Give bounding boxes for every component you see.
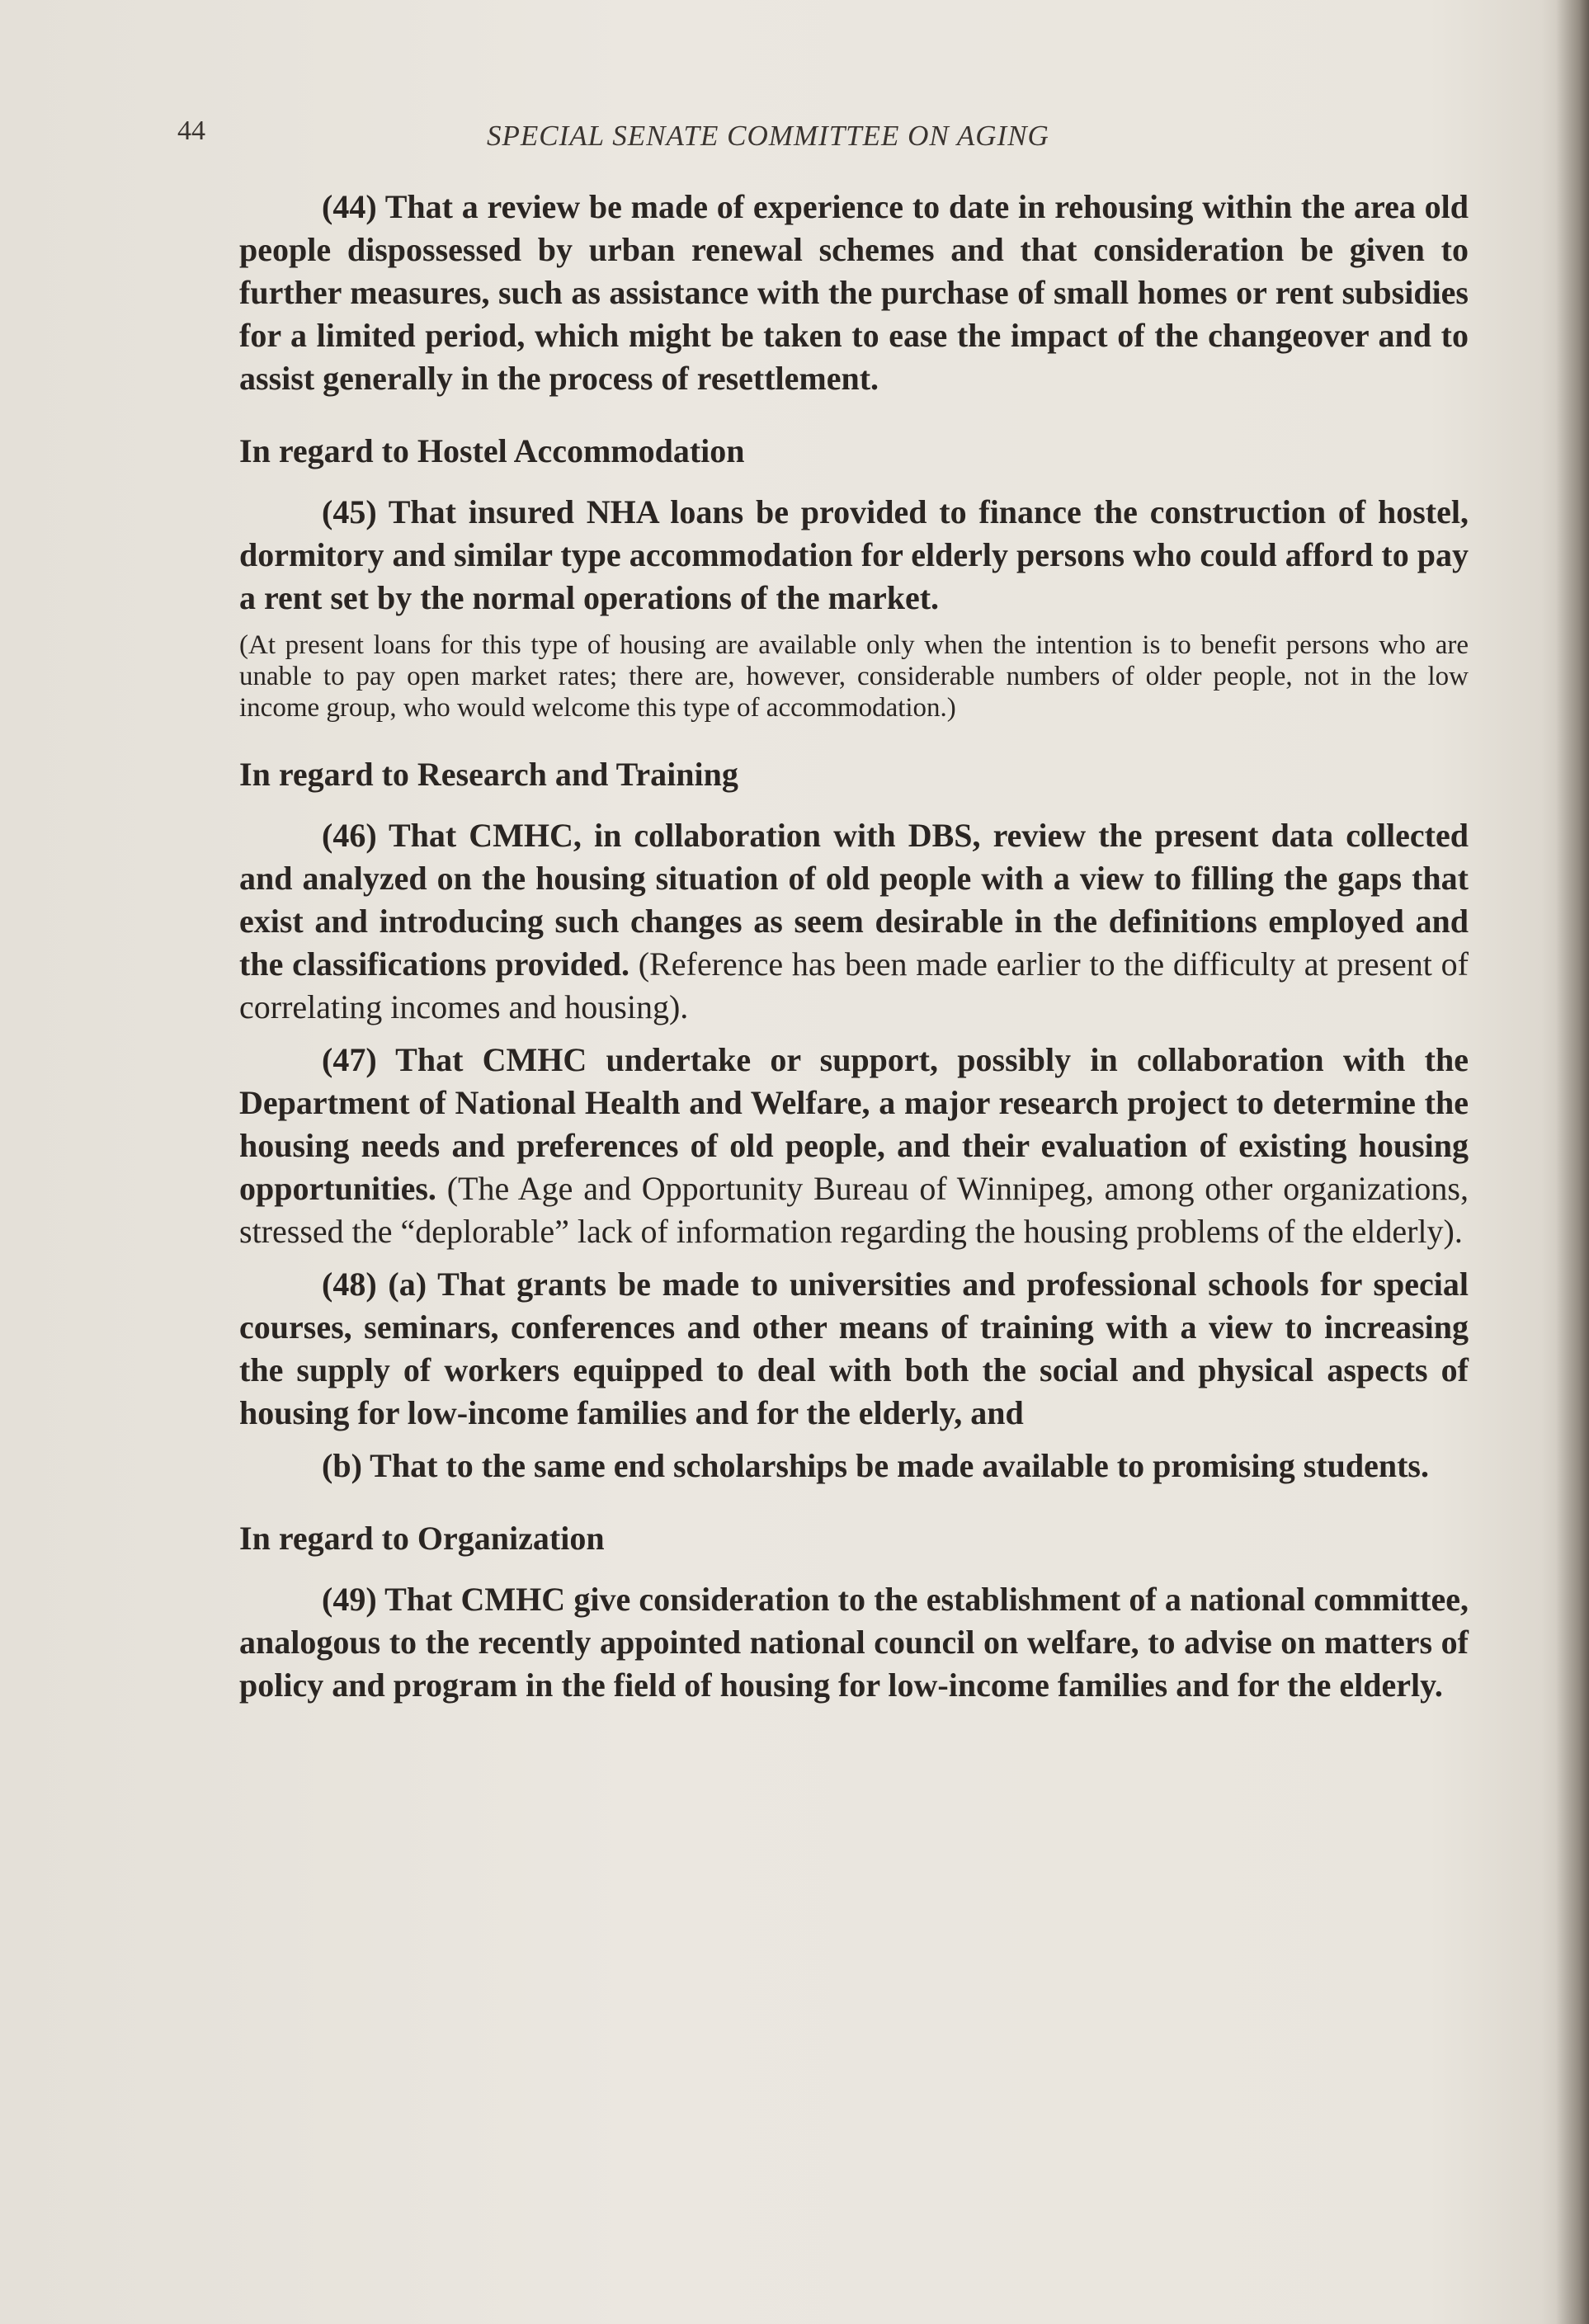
page-edge-shadow (1556, 0, 1589, 2324)
recommendation-46 (239, 814, 1469, 1029)
recommendation-47-bold-text: (47) That CMHC undertake or support, possibly in collaboration with the Department of National Health and Welfare, a major research project to determine the housing needs and preferences of old people, and their evaluation of existing housing opportunities. (239, 1041, 1469, 1207)
recommendation-44-text: (44) That a review be made of experience to date in rehousing within the area old people dispossessed by urban renewal schemes and that consideration be given to further measures, such as assistance with the purchase of small homes or rent subsidies for a limited period, which might be taken to ease the impact of the changeover and to assist generally in the process of resettlement. (239, 188, 1469, 397)
recommendation-47 (239, 1039, 1469, 1253)
recommendation-44 (239, 186, 1469, 400)
hostel-note: (At present loans for this type of housing are available only when the intention is to benefit persons who are unable to pay open market rates; there are, however, considerable numbers of older people, not in the low income group, who would welcome this type of accommodation.) (239, 630, 1469, 723)
recommendation-48b: (b) That to the same end scholarships be made available to promising students. (322, 1447, 1429, 1484)
page-number: 44 (177, 115, 205, 146)
section-heading-hostel: In regard to Hostel Accommodation (239, 432, 745, 469)
section-heading-organization: In regard to Organization (239, 1520, 605, 1557)
body-text (239, 186, 1469, 1717)
section-heading-research: In regard to Research and Training (239, 756, 738, 793)
recommendation-49: (49) That CMHC give consideration to the establishment of a national committee, analogous to the recently appointed national council on welfare, to advise on matters of policy and program in the field of housing for low-income families and for the elderly. (239, 1581, 1469, 1704)
recommendation-46-plain-text: (Reference has been made earlier to the difficulty at present of correlating incomes and housing). (239, 945, 1469, 1025)
recommendation-47-plain-text: (The Age and Opportunity Bureau of Winnipeg, among other organizations, stressed the “deplorable” lack of information regarding the housing problems of the elderly). (239, 1170, 1469, 1250)
recommendation-46-bold-text: (46) That CMHC, in collaboration with DBS, review the present data collected and analyzed on the housing situation of old people with a view to filling the gaps that exist and introducing such changes as seem desirable in the definitions employed and the classifications provided. (239, 817, 1469, 983)
recommendation-48a: (48) (a) That grants be made to universities and professional schools for special courses, seminars, conferences and other means of training with a view to increasing the supply of workers equipped to deal with both the social and physical aspects of housing for low-income families and for the elderly, and (239, 1266, 1469, 1431)
running-title: SPECIAL SENATE COMMITTEE ON AGING (487, 120, 1049, 152)
recommendation-45 (239, 491, 1469, 620)
recommendation-45-text: (45) That insured NHA loans be provided to finance the construction of hostel, dormitory and similar type accommodation for elderly persons who could afford to pay a rent set by the normal operations of the market. (239, 493, 1469, 616)
